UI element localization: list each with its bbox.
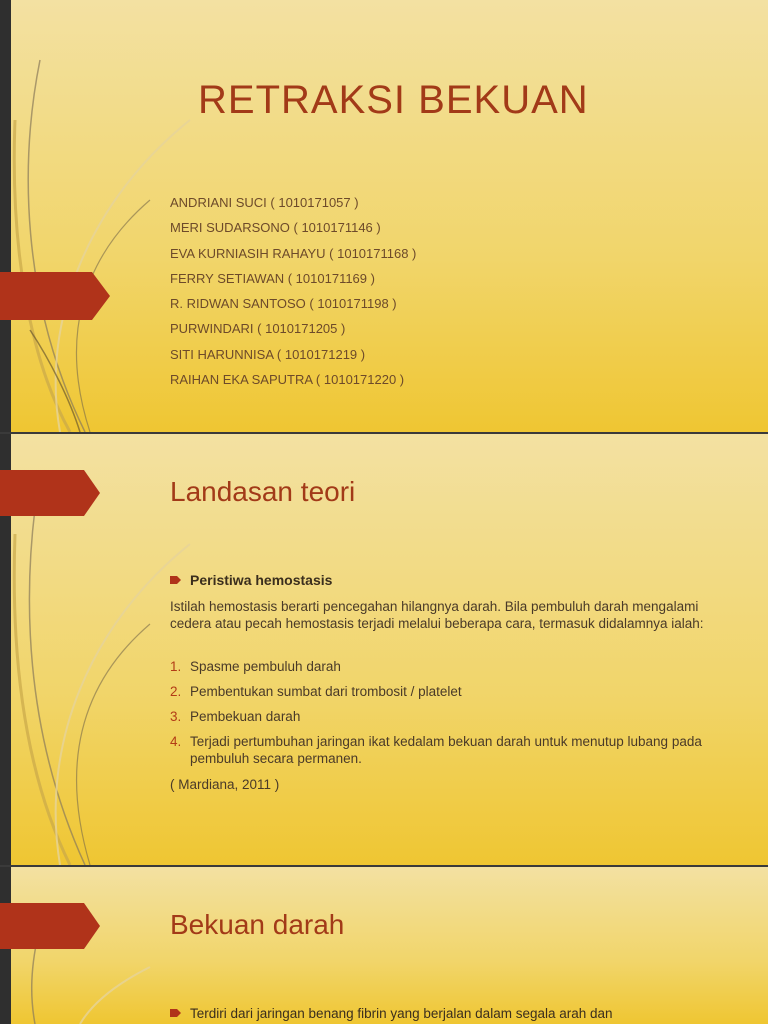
member-item: PURWINDARI ( 1010171205 ) xyxy=(170,321,346,337)
slide-tab-marker xyxy=(0,272,110,320)
body-paragraph: Istilah hemostasis berarti pencegahan hilangnya darah. Bila pembuluh darah mengalami cedera atau pecah hemostasis terjadi melalui beberapa cara, termasuk didalamnya ialah: xyxy=(170,599,704,631)
member-item: MERI SUDARSONO ( 1010171146 ) xyxy=(170,220,381,236)
slide-bekuan-darah xyxy=(0,867,768,1024)
member-list xyxy=(170,195,416,397)
slide-tab-marker xyxy=(0,903,100,949)
bullet-text: Terdiri dari jaringan benang fibrin yang berjalan dalam segala arah dan xyxy=(190,1006,613,1021)
list-text: Spasme pembuluh darah xyxy=(190,659,341,674)
list-number: 1. xyxy=(170,659,182,674)
list-item xyxy=(170,658,730,675)
list-item xyxy=(170,683,730,700)
bullet-item xyxy=(170,572,332,588)
member-item: SITI HARUNNISA ( 1010171219 ) xyxy=(170,346,366,362)
list-number: 3. xyxy=(170,709,182,724)
member-item: ANDRIANI SUCI ( 1010171057 ) xyxy=(170,195,359,210)
bullet-item xyxy=(170,1005,710,1022)
list-number: 4. xyxy=(170,734,182,749)
numbered-list xyxy=(170,658,730,775)
list-text: Pembentukan sumbat dari trombosit / platelet xyxy=(190,684,462,699)
bullet-heading: Peristiwa hemostasis xyxy=(190,572,333,588)
citation: ( Mardiana, 2011 ) xyxy=(170,777,280,792)
member-item: EVA KURNIASIH RAHAYU ( 1010171168 ) xyxy=(170,245,417,261)
list-item xyxy=(170,708,730,725)
list-text: Terjadi pertumbuhan jaringan ikat kedalam bekuan darah untuk menutup lubang pada pembuluh secara permanen. xyxy=(190,734,702,766)
presentation-title: RETRAKSI BEKUAN xyxy=(198,78,589,122)
list-text: Pembekuan darah xyxy=(190,709,301,724)
slide-heading: Landasan teori xyxy=(170,476,356,507)
member-item: R. RIDWAN SANTOSO ( 1010171198 ) xyxy=(170,296,397,312)
slide-landasan-teori xyxy=(0,434,768,865)
list-item xyxy=(170,733,730,767)
member-item: FERRY SETIAWAN ( 1010171169 ) xyxy=(170,270,375,286)
arrow-bullet-icon xyxy=(170,1008,182,1018)
slide-tab-marker xyxy=(0,470,100,516)
list-number: 2. xyxy=(170,684,182,699)
arrow-bullet-icon xyxy=(170,575,182,585)
member-item: RAIHAN EKA SAPUTRA ( 1010171220 ) xyxy=(170,372,405,388)
slide-title xyxy=(0,0,768,432)
slide-heading: Bekuan darah xyxy=(170,909,345,940)
